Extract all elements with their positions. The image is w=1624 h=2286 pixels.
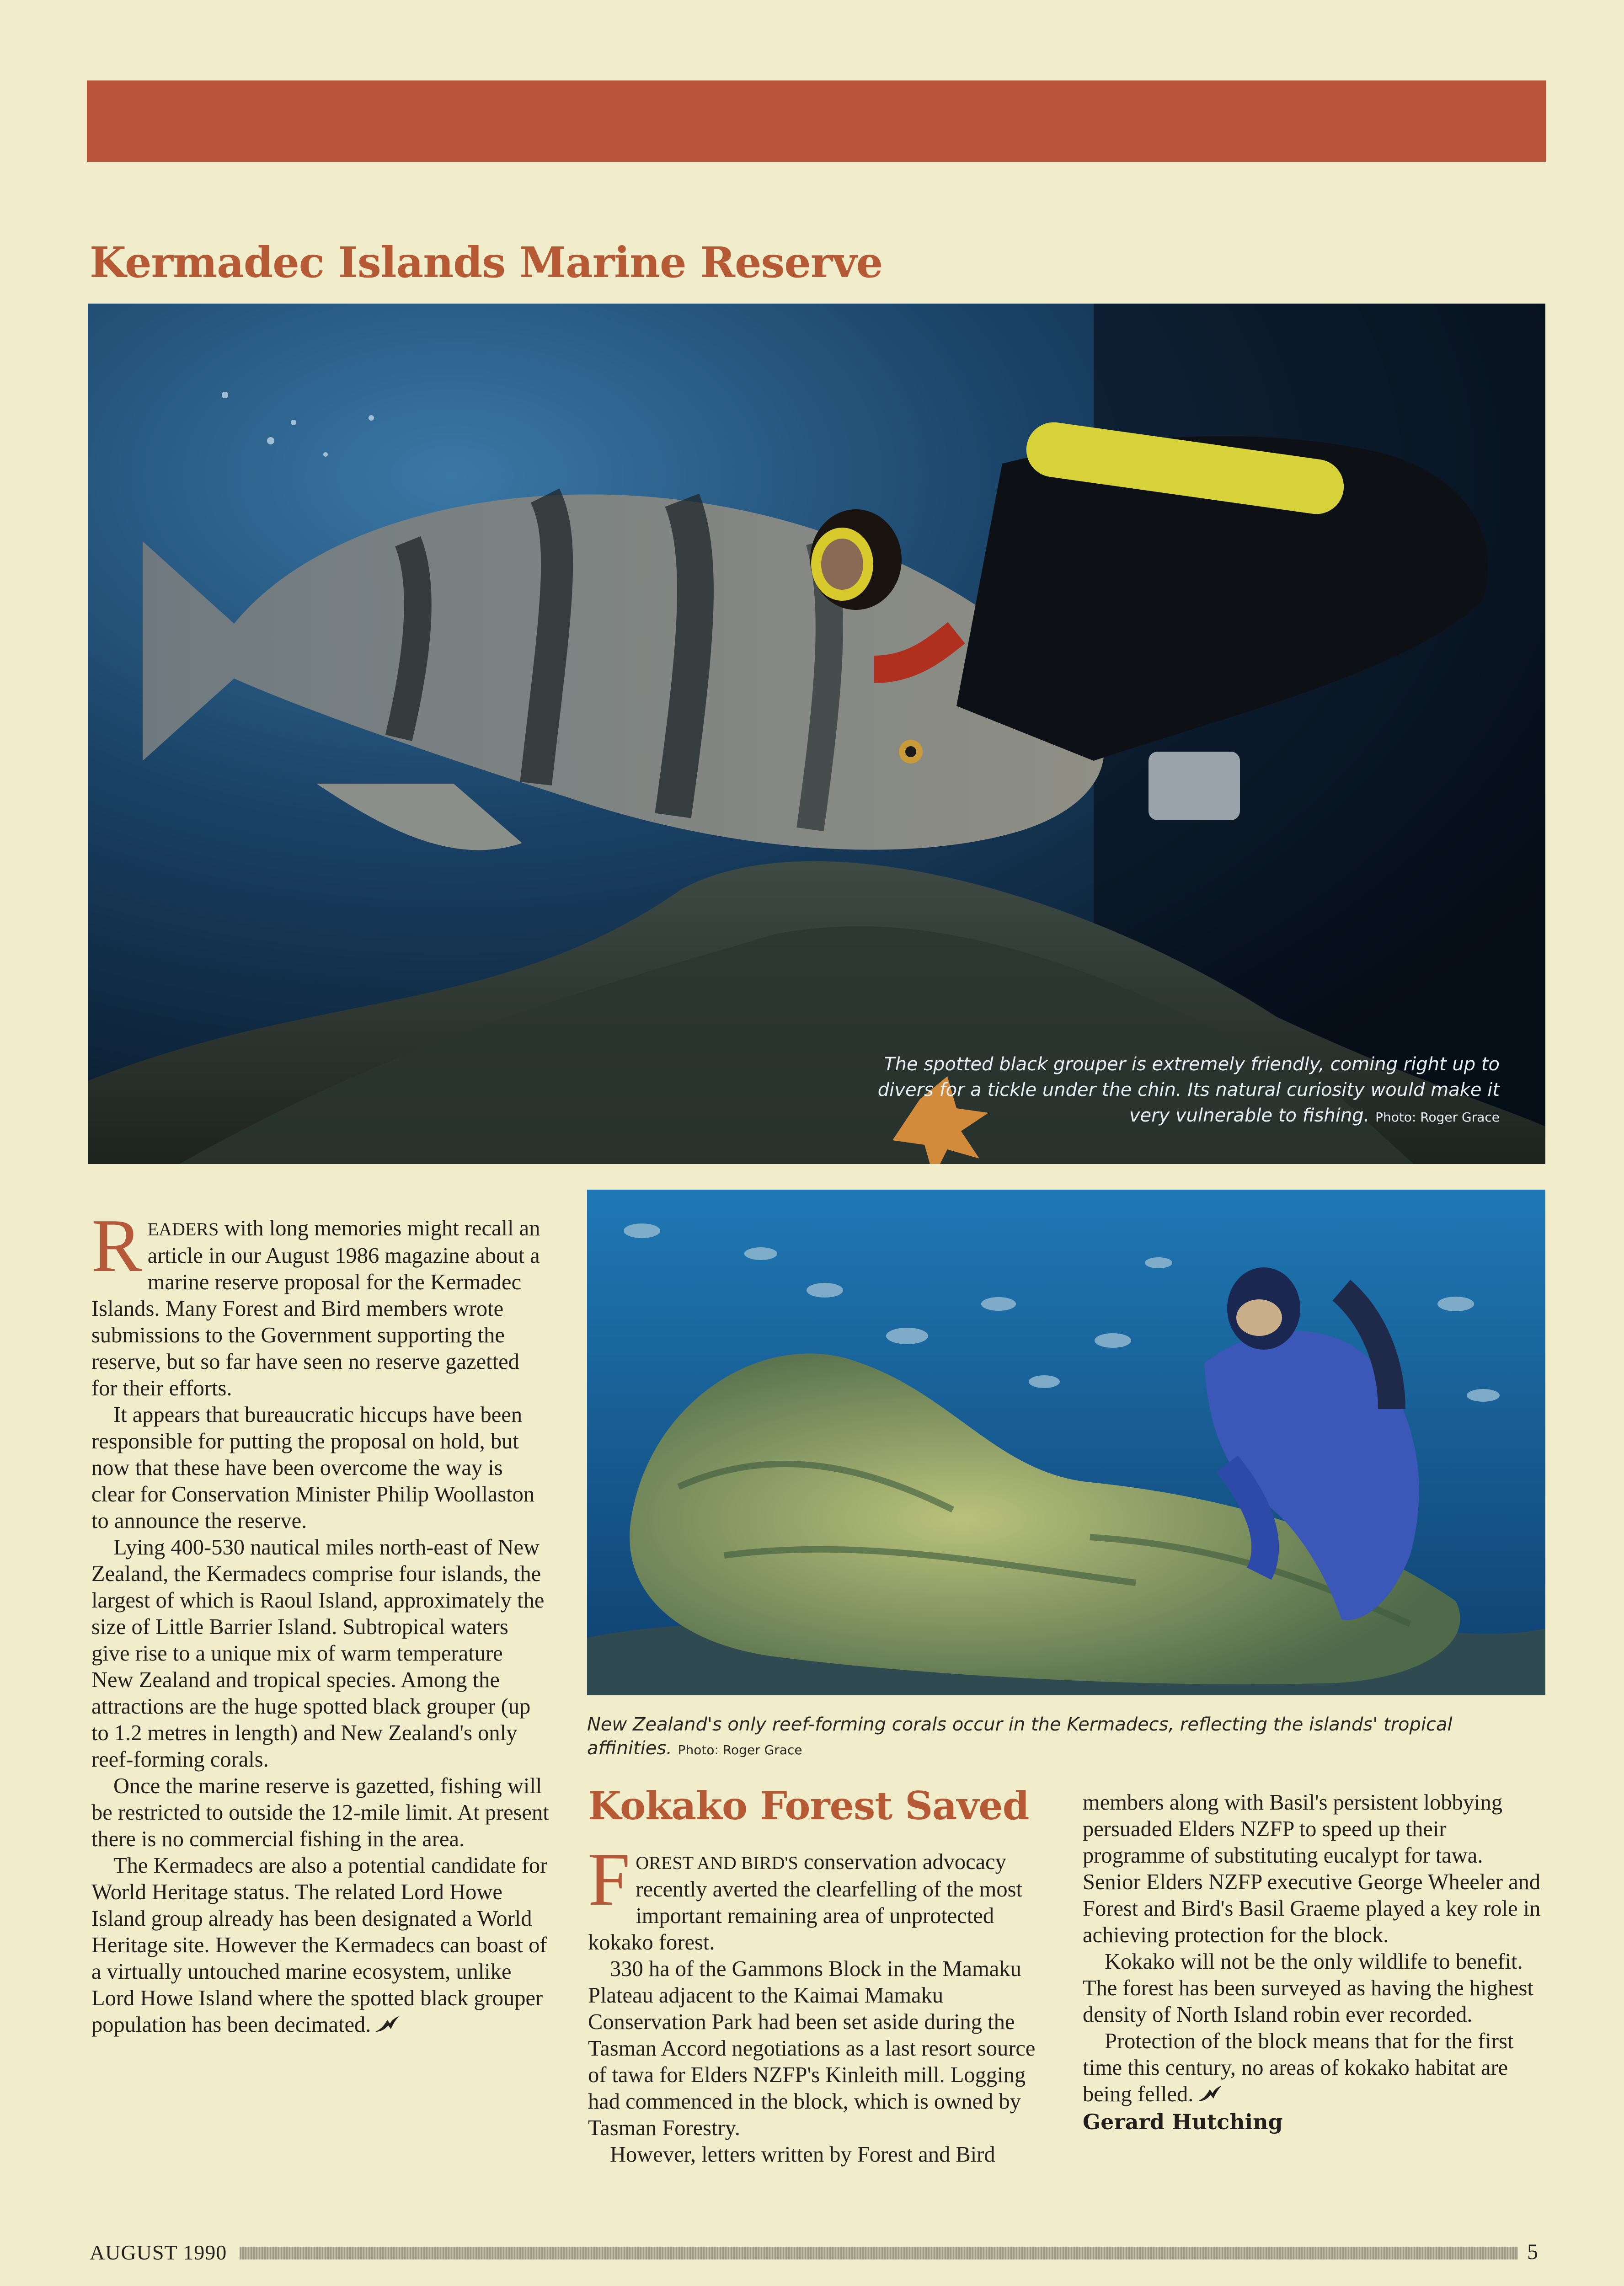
grouper-photo-caption — [860, 1052, 1500, 1130]
lead-paragraph — [588, 1837, 1052, 1956]
footer-rule — [240, 2247, 1518, 2259]
body-paragraph: However, letters written by Forest and Bird — [610, 2142, 995, 2167]
body-paragraph: 330 ha of the Gammons Block in the Mamaku Plateau adjacent to the Kaimai Mamaku Conservation Park had been set aside during the Tasman Accord negotiations as a last resort source of tawa for Elders NZFP's Kinleith mill. Logging had commenced in the block, which is owned by Tasman Forestry. — [588, 1957, 1036, 2140]
lead-text: conservation advocacy recently averted the clearfelling of the most important remaining area of unprotected kokako forest. — [588, 1850, 1022, 1955]
photo-credit: Photo: Roger Grace — [678, 1742, 802, 1757]
body-paragraph — [91, 1853, 550, 2038]
author-byline: Gerard Hutching — [1083, 2110, 1283, 2134]
lead-text: with long memories might recall an article in our August 1986 magazine about a marine reserve proposal for the Kermadec Islands. Many Forest and Bird members wrote submissions to the Government supporting the reserve, but so far have seen no reserve gazetted for their efforts. — [91, 1216, 540, 1400]
body-text: Protection of the block means that for the first time this century, no areas of kokako habitat are being felled. — [1083, 2029, 1514, 2106]
body-text: The Kermadecs are also a potential candidate for World Heritage status. The related Lord Howe Island group already has been designated a World Heritage site. However the Kermadecs can boast of a virtually untouched marine ecosystem, unlike Lord Howe Island where the spotted black grouper population has been decimated. — [91, 1853, 548, 2037]
issue-date: AUGUST 1990 — [90, 2241, 227, 2264]
drop-cap: F — [588, 1837, 630, 1921]
page-number: 5 — [1527, 2240, 1538, 2264]
caption-text: New Zealand's only reef-forming corals occur in the Kermadecs, reflecting the islands' tropical affinities. — [587, 1714, 1453, 1759]
body-paragraph: members along with Basil's persistent lobbying persuaded Elders NZFP to speed up their programme of substituting eucalypt for tawa. Senior Elders NZFP executive George Wheeler and Forest and Bird's Basil Graeme played a key role in achieving protection for the block. — [1083, 1790, 1541, 1947]
article-body-kermadec — [91, 1203, 550, 2038]
article-body-kokako-col1 — [588, 1837, 1052, 2168]
article-title-kokako: Kokako Forest Saved — [588, 1783, 1029, 1828]
body-paragraph: It appears that bureaucratic hiccups have been responsible for putting the proposal on hold, but now that these have been overcome the way is clear for Conservation Minister Philip Woollaston to announce the reserve. — [91, 1403, 535, 1533]
article-body-kokako-col2 — [1083, 1789, 1546, 2135]
grouper-photo — [88, 304, 1545, 1164]
body-paragraph: Kokako will not be the only wildlife to benefit. The forest has been surveyed as having the highest density of North Island robin ever recorded. — [1083, 1950, 1533, 2027]
bird-end-mark-icon — [1197, 2085, 1223, 2103]
lead-paragraph — [91, 1203, 550, 1402]
drop-cap: R — [91, 1203, 142, 1287]
body-paragraph: Once the marine reserve is gazetted, fishing will be restricted to outside the 12-mile limit. At present there is no commercial fishing in the area. — [91, 1774, 549, 1851]
header-banner — [87, 80, 1546, 162]
body-paragraph — [1083, 2028, 1546, 2108]
photo-credit: Photo: Roger Grace — [1375, 1110, 1500, 1125]
coral-photo — [587, 1190, 1545, 1695]
caption-text: The spotted black grouper is extremely friendly, coming right up to divers for a tickle under the chin. Its natural curiosity would make it very vulnerable to fishing. — [877, 1054, 1500, 1126]
body-paragraph: Lying 400-530 nautical miles north-east of New Zealand, the Kermadecs comprise four islands, the largest of which is Raoul Island, approximately the size of Little Barrier Island. Subtropical waters give rise to a unique mix of warm temperature New Zealand and tropical species. Among the attractions are the huge spotted black grouper (up to 1.2 metres in length) and New Zealand's only reef-forming corals. — [91, 1535, 545, 1772]
lead-smallcaps: OREST AND BIRD'S — [636, 1853, 798, 1873]
article-title: Kermadec Islands Marine Reserve — [90, 238, 883, 287]
lead-smallcaps: EADERS — [147, 1219, 219, 1239]
bird-end-mark-icon — [374, 2015, 400, 2034]
coral-photo-caption — [587, 1713, 1543, 1762]
